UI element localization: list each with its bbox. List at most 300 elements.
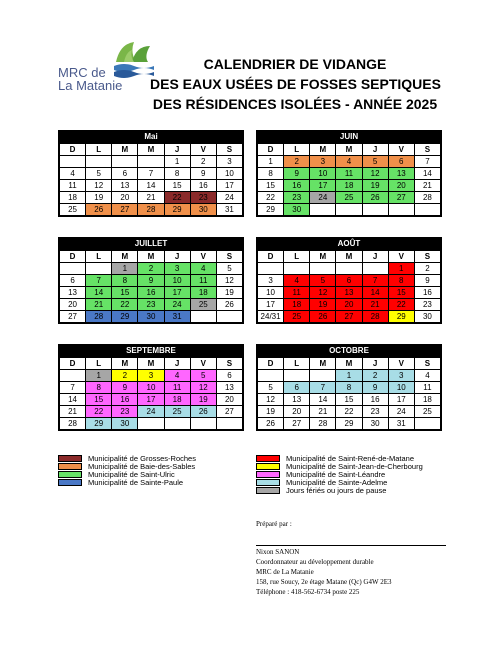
day-cell: 14 (60, 394, 86, 406)
weekday-header: S (216, 144, 242, 156)
day-cell: 14 (86, 287, 112, 299)
legend-swatch (256, 463, 280, 470)
day-cell: 29 (164, 204, 190, 216)
day-cell: 19 (190, 394, 216, 406)
day-cell: 2 (138, 263, 164, 275)
weekday-header: M (336, 144, 362, 156)
day-cell: 31 (388, 418, 414, 430)
day-cell: 9 (362, 382, 388, 394)
day-cell (60, 156, 86, 168)
day-cell (86, 156, 112, 168)
month-name: AOÛT (257, 238, 441, 250)
weekday-header: M (310, 144, 336, 156)
day-cell (60, 370, 86, 382)
weekday-header: D (60, 358, 86, 370)
week-row (60, 168, 243, 180)
day-cell: 10 (164, 275, 190, 287)
legend-item (58, 478, 196, 486)
calendar-grid (59, 357, 243, 430)
weekday-header: J (362, 358, 388, 370)
week-row (60, 287, 243, 299)
legend-swatch (58, 455, 82, 462)
legend-swatch (256, 455, 280, 462)
day-cell: 23 (138, 299, 164, 311)
day-cell (258, 370, 284, 382)
day-cell: 9 (284, 168, 310, 180)
day-cell: 21 (60, 406, 86, 418)
day-cell: 29 (86, 418, 112, 430)
legend-label: Municipalité de Saint-Ulric (88, 469, 175, 479)
legend-label: Municipalité de Saint-René-de-Matane (286, 453, 414, 463)
page-title (150, 54, 440, 114)
weekday-header: L (284, 144, 310, 156)
day-cell: 20 (216, 394, 242, 406)
legend-swatch (58, 463, 82, 470)
day-cell: 10 (216, 168, 242, 180)
day-cell (216, 311, 242, 323)
week-row (258, 275, 441, 287)
day-cell: 12 (190, 382, 216, 394)
weekday-header: M (112, 251, 138, 263)
day-cell: 23 (284, 192, 310, 204)
day-cell: 7 (138, 168, 164, 180)
day-cell: 24 (164, 299, 190, 311)
day-cell: 25 (164, 406, 190, 418)
week-row (60, 418, 243, 430)
legend-label: Municipalité de Sainte-Adelme (286, 477, 388, 487)
day-cell: 14 (310, 394, 336, 406)
week-row (60, 263, 243, 275)
day-cell: 4 (164, 370, 190, 382)
day-cell: 26 (216, 299, 242, 311)
day-cell: 24 (138, 406, 164, 418)
week-row (60, 311, 243, 323)
day-cell: 12 (310, 287, 336, 299)
calendar-grid (59, 143, 243, 216)
day-cell: 9 (112, 382, 138, 394)
month-calendar-aout (256, 237, 442, 324)
week-row (258, 287, 441, 299)
day-cell (284, 263, 310, 275)
day-cell: 6 (336, 275, 362, 287)
day-cell: 12 (258, 394, 284, 406)
logo-text-line2: La Matanie (58, 78, 123, 93)
day-cell: 13 (284, 394, 310, 406)
day-cell: 22 (258, 192, 284, 204)
day-cell: 13 (112, 180, 138, 192)
week-row (258, 394, 441, 406)
day-cell: 11 (336, 168, 362, 180)
day-cell: 16 (112, 394, 138, 406)
legend-label: Municipalité de Saint-Léandre (286, 469, 386, 479)
day-cell: 9 (190, 168, 216, 180)
weekday-header: D (60, 144, 86, 156)
day-cell: 25 (336, 192, 362, 204)
day-cell: 11 (190, 275, 216, 287)
day-cell: 26 (190, 406, 216, 418)
day-cell: 28 (310, 418, 336, 430)
weekday-header-row (258, 358, 441, 370)
weekday-header: J (164, 144, 190, 156)
preparer-phone: Téléphone : 418-562-6734 poste 225 (256, 588, 360, 596)
week-row (60, 299, 243, 311)
day-cell: 8 (258, 168, 284, 180)
day-cell: 27 (336, 311, 362, 323)
week-row (258, 204, 441, 216)
day-cell: 5 (258, 382, 284, 394)
weekday-header: M (336, 251, 362, 263)
week-row (258, 168, 441, 180)
weekday-header-row (258, 144, 441, 156)
month-calendar-octobre (256, 344, 442, 431)
day-cell: 16 (362, 394, 388, 406)
day-cell: 24 (388, 406, 414, 418)
day-cell: 1 (112, 263, 138, 275)
day-cell: 4 (284, 275, 310, 287)
legend-right (256, 454, 423, 494)
weekday-header: J (362, 144, 388, 156)
mrc-logo-icon (110, 40, 154, 82)
day-cell: 19 (362, 180, 388, 192)
day-cell: 29 (112, 311, 138, 323)
day-cell: 28 (60, 418, 86, 430)
logo (58, 40, 154, 96)
month-name: OCTOBRE (257, 345, 441, 357)
legend-label: Municipalité de Baie-des-Sables (88, 461, 196, 471)
day-cell: 10 (138, 382, 164, 394)
weekday-header: S (414, 358, 440, 370)
day-cell: 14 (362, 287, 388, 299)
day-cell: 3 (138, 370, 164, 382)
day-cell: 5 (310, 275, 336, 287)
day-cell (414, 204, 440, 216)
day-cell: 27 (112, 204, 138, 216)
day-cell: 19 (258, 406, 284, 418)
week-row (60, 180, 243, 192)
day-cell: 17 (164, 287, 190, 299)
day-cell: 3 (216, 156, 242, 168)
month-name: JUIN (257, 131, 441, 143)
day-cell: 1 (258, 156, 284, 168)
day-cell: 30 (362, 418, 388, 430)
day-cell: 15 (164, 180, 190, 192)
day-cell: 16 (284, 180, 310, 192)
day-cell (414, 418, 440, 430)
weekday-header: S (414, 144, 440, 156)
day-cell: 23 (414, 299, 440, 311)
day-cell (138, 418, 164, 430)
day-cell: 27 (216, 406, 242, 418)
day-cell: 15 (86, 394, 112, 406)
day-cell: 13 (60, 287, 86, 299)
day-cell: 5 (362, 156, 388, 168)
day-cell: 4 (336, 156, 362, 168)
day-cell: 21 (414, 180, 440, 192)
title-line3: DES RÉSIDENCES ISOLÉES - ANNÉE 2025 (152, 96, 438, 112)
day-cell: 17 (258, 299, 284, 311)
day-cell (310, 263, 336, 275)
day-cell: 20 (336, 299, 362, 311)
week-row (258, 263, 441, 275)
legend-label: Municipalité de Grosses-Roches (88, 453, 196, 463)
month-calendar-juin (256, 130, 442, 217)
day-cell: 1 (86, 370, 112, 382)
day-cell: 15 (336, 394, 362, 406)
day-cell: 22 (388, 299, 414, 311)
day-cell (190, 311, 216, 323)
legend-swatch (58, 479, 82, 486)
week-row (60, 192, 243, 204)
month-name: Mai (59, 131, 243, 143)
weekday-header: J (362, 251, 388, 263)
day-cell (336, 263, 362, 275)
day-cell: 20 (388, 180, 414, 192)
day-cell: 2 (414, 263, 440, 275)
day-cell: 18 (284, 299, 310, 311)
weekday-header: M (112, 358, 138, 370)
signature-line (256, 545, 446, 546)
weekday-header: M (310, 358, 336, 370)
day-cell (190, 418, 216, 430)
day-cell (310, 204, 336, 216)
week-row (258, 180, 441, 192)
day-cell: 21 (362, 299, 388, 311)
weekday-header: D (60, 251, 86, 263)
day-cell: 12 (86, 180, 112, 192)
day-cell: 17 (310, 180, 336, 192)
day-cell: 3 (164, 263, 190, 275)
day-cell: 25 (284, 311, 310, 323)
week-row (258, 192, 441, 204)
day-cell: 21 (310, 406, 336, 418)
calendar-grid (59, 250, 243, 323)
day-cell: 13 (336, 287, 362, 299)
preparer-role: Coordonnateur au développement durable (256, 558, 374, 566)
day-cell: 16 (138, 287, 164, 299)
day-cell: 7 (414, 156, 440, 168)
day-cell: 7 (60, 382, 86, 394)
day-cell: 6 (388, 156, 414, 168)
day-cell: 20 (60, 299, 86, 311)
weekday-header: M (138, 251, 164, 263)
weekday-header: L (86, 144, 112, 156)
day-cell: 16 (190, 180, 216, 192)
day-cell: 29 (336, 418, 362, 430)
logo-text-line1: MRC de (58, 65, 106, 80)
weekday-header: M (336, 358, 362, 370)
day-cell: 5 (190, 370, 216, 382)
day-cell: 4 (60, 168, 86, 180)
day-cell: 1 (164, 156, 190, 168)
day-cell: 20 (284, 406, 310, 418)
weekday-header: L (86, 251, 112, 263)
day-cell: 13 (216, 382, 242, 394)
week-row (258, 156, 441, 168)
day-cell: 25 (190, 299, 216, 311)
day-cell: 21 (138, 192, 164, 204)
day-cell (86, 263, 112, 275)
calendar-grid (257, 250, 441, 323)
month-name: SEPTEMBRE (59, 345, 243, 357)
weekday-header: D (258, 358, 284, 370)
day-cell: 6 (216, 370, 242, 382)
day-cell (362, 263, 388, 275)
day-cell: 25 (414, 406, 440, 418)
day-cell: 9 (414, 275, 440, 287)
day-cell: 17 (388, 394, 414, 406)
day-cell: 8 (388, 275, 414, 287)
day-cell: 2 (284, 156, 310, 168)
week-row (60, 382, 243, 394)
weekday-header: D (258, 251, 284, 263)
day-cell: 6 (284, 382, 310, 394)
day-cell (258, 263, 284, 275)
day-cell (284, 370, 310, 382)
legend-left (58, 454, 196, 486)
day-cell (112, 156, 138, 168)
day-cell: 2 (112, 370, 138, 382)
weekday-header: L (86, 358, 112, 370)
weekday-header-row (60, 144, 243, 156)
day-cell: 27 (388, 192, 414, 204)
title-line2: DES EAUX USÉES DE FOSSES SEPTIQUES (150, 76, 441, 92)
month-calendar-septembre (58, 344, 244, 431)
day-cell: 10 (310, 168, 336, 180)
weekday-header: V (388, 144, 414, 156)
day-cell (336, 204, 362, 216)
week-row (60, 275, 243, 287)
weekday-header: M (310, 251, 336, 263)
day-cell: 14 (138, 180, 164, 192)
day-cell: 17 (216, 180, 242, 192)
day-cell: 22 (86, 406, 112, 418)
day-cell: 18 (190, 287, 216, 299)
day-cell: 14 (414, 168, 440, 180)
day-cell: 7 (362, 275, 388, 287)
day-cell: 18 (60, 192, 86, 204)
day-cell: 26 (310, 311, 336, 323)
weekday-header: D (258, 144, 284, 156)
day-cell: 11 (284, 287, 310, 299)
day-cell: 17 (138, 394, 164, 406)
day-cell: 29 (258, 204, 284, 216)
day-cell: 10 (388, 382, 414, 394)
title-line1: CALENDRIER DE VIDANGE (203, 56, 387, 72)
day-cell: 26 (258, 418, 284, 430)
day-cell: 4 (414, 370, 440, 382)
day-cell: 30 (112, 418, 138, 430)
day-cell: 2 (190, 156, 216, 168)
day-cell (138, 156, 164, 168)
day-cell: 2 (362, 370, 388, 382)
day-cell: 30 (284, 204, 310, 216)
month-calendar-juillet (58, 237, 244, 324)
day-cell: 22 (336, 406, 362, 418)
week-row (60, 370, 243, 382)
day-cell: 4 (190, 263, 216, 275)
day-cell: 11 (164, 382, 190, 394)
day-cell: 21 (86, 299, 112, 311)
weekday-header: V (190, 144, 216, 156)
day-cell: 7 (86, 275, 112, 287)
legend-label: Municipalité de Sainte-Paule (88, 477, 184, 487)
day-cell: 28 (362, 311, 388, 323)
day-cell: 15 (112, 287, 138, 299)
day-cell: 24/31 (258, 311, 284, 323)
day-cell: 28 (86, 311, 112, 323)
day-cell: 23 (190, 192, 216, 204)
weekday-header-row (60, 251, 243, 263)
week-row (60, 394, 243, 406)
legend-item (256, 486, 423, 494)
day-cell: 19 (86, 192, 112, 204)
week-row (258, 370, 441, 382)
day-cell: 12 (362, 168, 388, 180)
day-cell (164, 418, 190, 430)
day-cell: 3 (388, 370, 414, 382)
day-cell: 6 (112, 168, 138, 180)
day-cell: 19 (216, 287, 242, 299)
day-cell: 6 (60, 275, 86, 287)
day-cell: 18 (414, 394, 440, 406)
day-cell: 19 (310, 299, 336, 311)
weekday-header: V (388, 251, 414, 263)
week-row (258, 418, 441, 430)
day-cell: 5 (216, 263, 242, 275)
day-cell: 23 (362, 406, 388, 418)
week-row (60, 156, 243, 168)
week-row (258, 299, 441, 311)
day-cell: 15 (388, 287, 414, 299)
weekday-header-row (258, 251, 441, 263)
weekday-header-row (60, 358, 243, 370)
week-row (258, 382, 441, 394)
month-calendar-mai (58, 130, 244, 217)
day-cell: 27 (284, 418, 310, 430)
weekday-header: V (388, 358, 414, 370)
day-cell: 12 (216, 275, 242, 287)
day-cell: 8 (336, 382, 362, 394)
signature-block (256, 547, 391, 597)
day-cell: 20 (112, 192, 138, 204)
weekday-header: L (284, 251, 310, 263)
day-cell (60, 263, 86, 275)
weekday-header: V (190, 251, 216, 263)
legend-swatch (58, 471, 82, 478)
day-cell: 15 (258, 180, 284, 192)
weekday-header: M (138, 358, 164, 370)
week-row (60, 204, 243, 216)
legend-swatch (256, 479, 280, 486)
day-cell: 13 (388, 168, 414, 180)
weekday-header: L (284, 358, 310, 370)
day-cell: 8 (112, 275, 138, 287)
day-cell: 30 (190, 204, 216, 216)
day-cell: 1 (388, 263, 414, 275)
day-cell: 18 (336, 180, 362, 192)
legend-swatch (256, 471, 280, 478)
day-cell: 27 (60, 311, 86, 323)
day-cell: 11 (414, 382, 440, 394)
preparer-name: Nixon SANON (256, 548, 300, 556)
day-cell: 29 (388, 311, 414, 323)
weekday-header: V (190, 358, 216, 370)
day-cell: 7 (310, 382, 336, 394)
day-cell: 24 (310, 192, 336, 204)
weekday-header: S (216, 251, 242, 263)
preparer-address: 158, rue Soucy, 2e étage Matane (Qc) G4W 2E3 (256, 578, 392, 586)
day-cell: 28 (138, 204, 164, 216)
